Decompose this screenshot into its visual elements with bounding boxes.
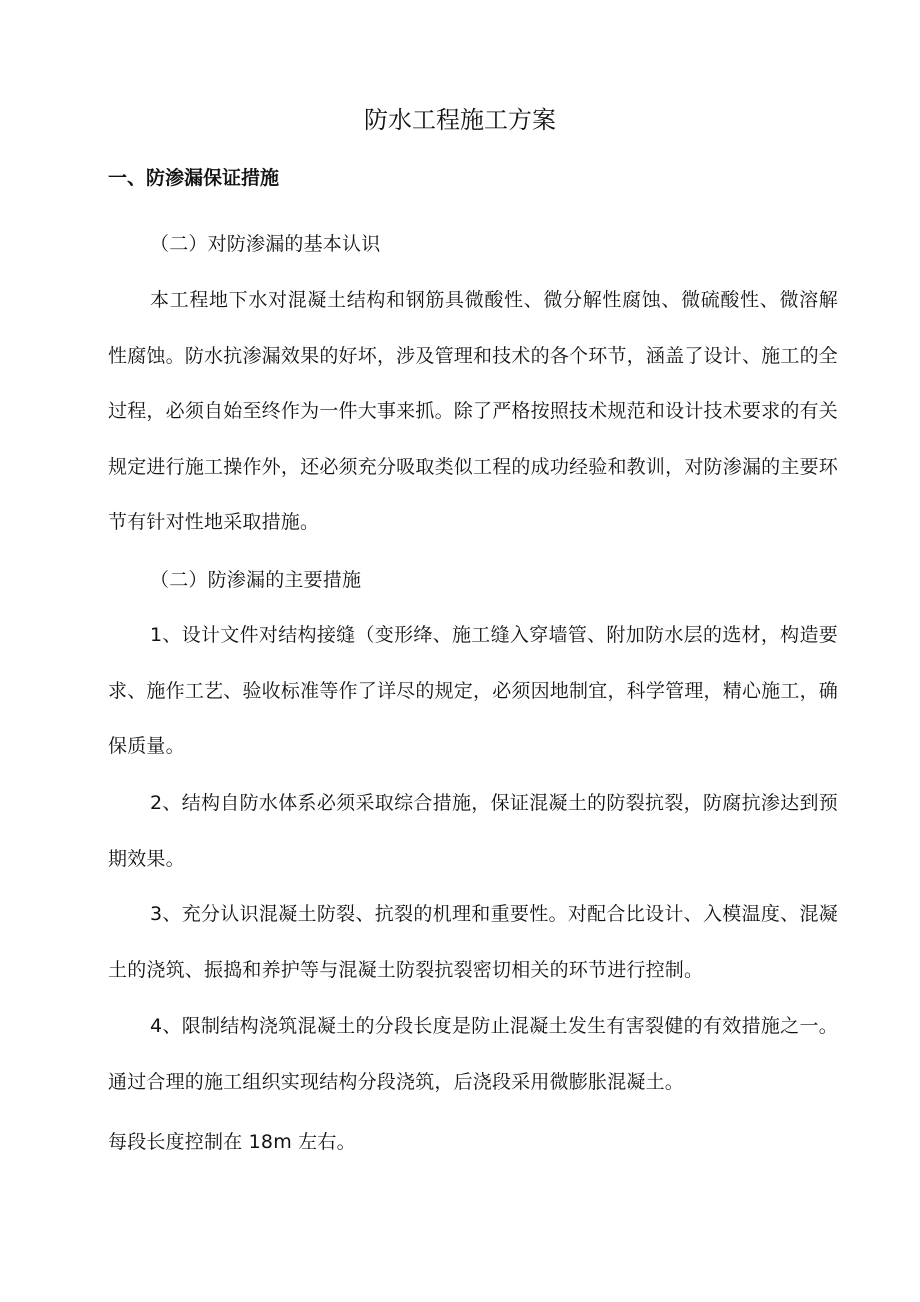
paragraph-intro: 本工程地下水对混凝土结构和钢筋具微酸性、微分解性腐蚀、微硫酸性、微溶解性腐蚀。防水抗渗漏效果的好坏，涉及管理和技术的各个环节，涵盖了设计、施工的全过程，必须自始至终作为一件大事来抓。除了严格按照技术规范和设计技术要求的有关规定进行施工操作外，还必须充分吸取类似工程的成功经验和教训，对防渗漏的主要环节有针对性地采取措施。: [108, 289, 838, 533]
measure-item-2: 2、结构自防水体系必须采取综合措施，保证混凝土的防裂抗裂，防腐抗渗达到预期效果。: [108, 792, 838, 870]
segment-length-note: 每段长度控制在 18m 左右。: [108, 1131, 356, 1153]
subheading-main-measures: （二）防渗漏的主要措施: [150, 569, 362, 591]
subheading-basic-understanding: （二）对防渗漏的基本认识: [150, 233, 381, 255]
document-title: 防水工程施工方案: [364, 106, 556, 134]
measure-item-1: 1、设计文件对结构接缝（变形绛、施工缝入穿墙管、附加防水层的选材，构造要求、施作工艺、验收标准等作了详尽的规定，必须因地制宜，科学管理，精心施工，确保质量。: [108, 624, 838, 757]
section-heading: 一、防渗漏保证措施: [108, 167, 280, 189]
measure-item-4: 4、限制结构浇筑混凝土的分段长度是防止混凝土发生有害裂健的有效措施之一。通过合理的施工组织实现结构分段浇筑，后浇段采用微膨胀混凝土。: [108, 1015, 838, 1093]
measure-item-3: 3、充分认识混凝土防裂、抗裂的机理和重要性。对配合比设计、入模温度、混凝土的浇筑、振捣和养护等与混凝土防裂抗裂密切相关的环节进行控制。: [108, 903, 838, 981]
